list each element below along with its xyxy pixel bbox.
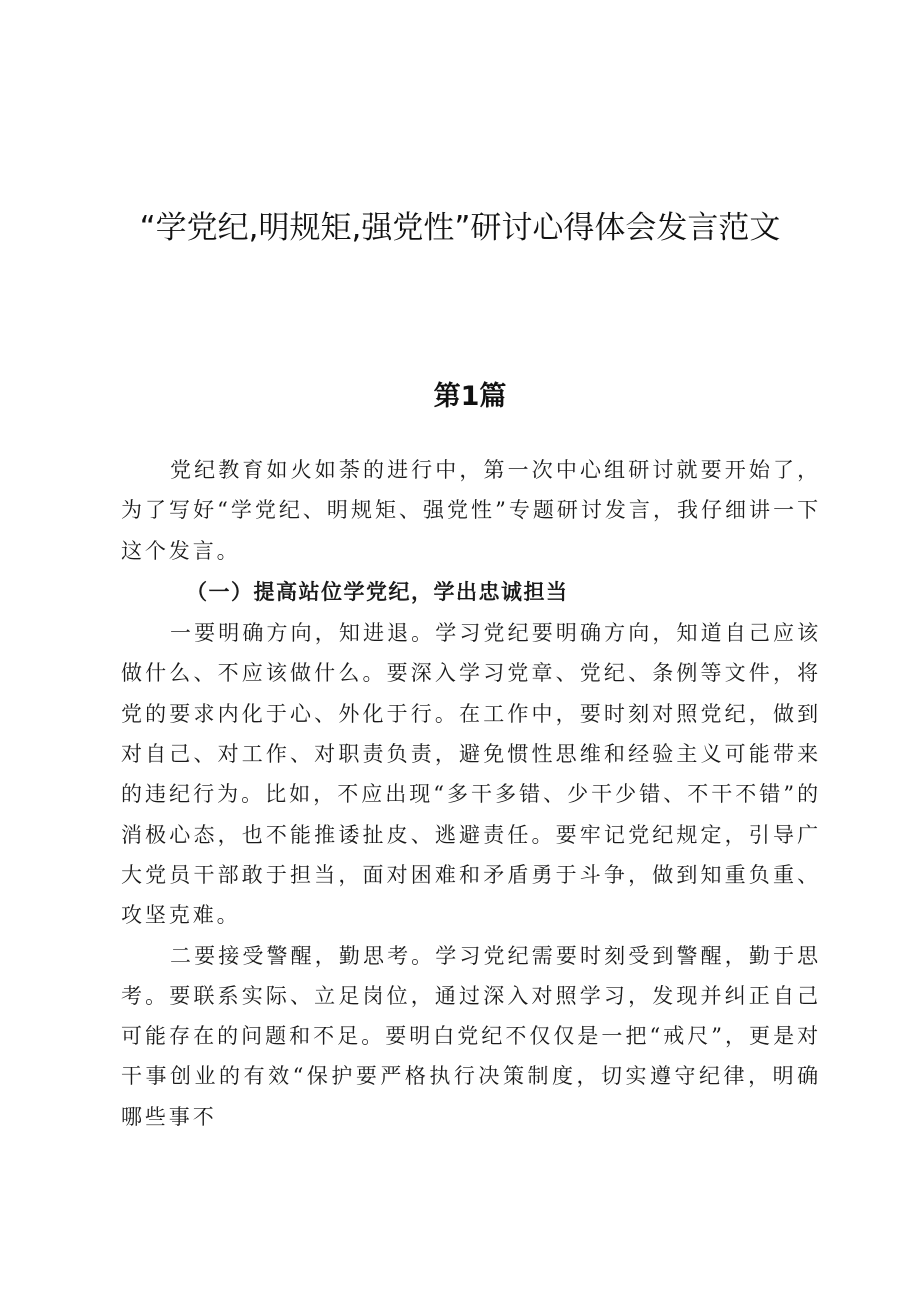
paragraph-point-2: 二要接受警醒，勤思考。学习党纪需要时刻受到警醒，勤于思考。要联系实际、立足岗位，通过深入对照学习，发现并纠正自己可能存在的问题和不足。要明白党纪不仅仅是一把“戒尺”，更是对干事创业的有效“保护要严格执行决策制度，切实遵守纪律，明确哪些事不: [121, 943, 821, 1129]
section-title: 第1篇: [433, 381, 507, 412]
paragraph-point-1: 一要明确方向，知进退。学习党纪要明确方向，知道自己应该做什么、不应该做什么。要深入学习党章、党纪、条例等文件，将党的要求内化于心、外化于行。在工作中，要时刻对照党纪，做到对自己、对工作、对职责负责，避免惯性思维和经验主义可能带来的违纪行为。比如，不应出现“多干多错、少干少错、不干不错”的消极心态，也不能推诿扯皮、逃避责任。要牢记党纪规定，引导广大党员干部敢于担当，面对困难和矛盾勇于斗争，做到知重负重、攻坚克难。: [121, 621, 821, 928]
document-body: [121, 450, 821, 1137]
paragraph-intro: 党纪教育如火如荼的进行中，第一次中心组研讨就要开始了，为了写好“学党纪、明规矩、强党性”专题研讨发言，我仔细讲一下这个发言。: [121, 458, 821, 563]
sub-heading: （一）提高站位学党纪，学出忠诚担当: [186, 579, 569, 604]
document-title: “学党纪,明规矩,强党性”研讨心得体会发言范文: [139, 210, 781, 246]
